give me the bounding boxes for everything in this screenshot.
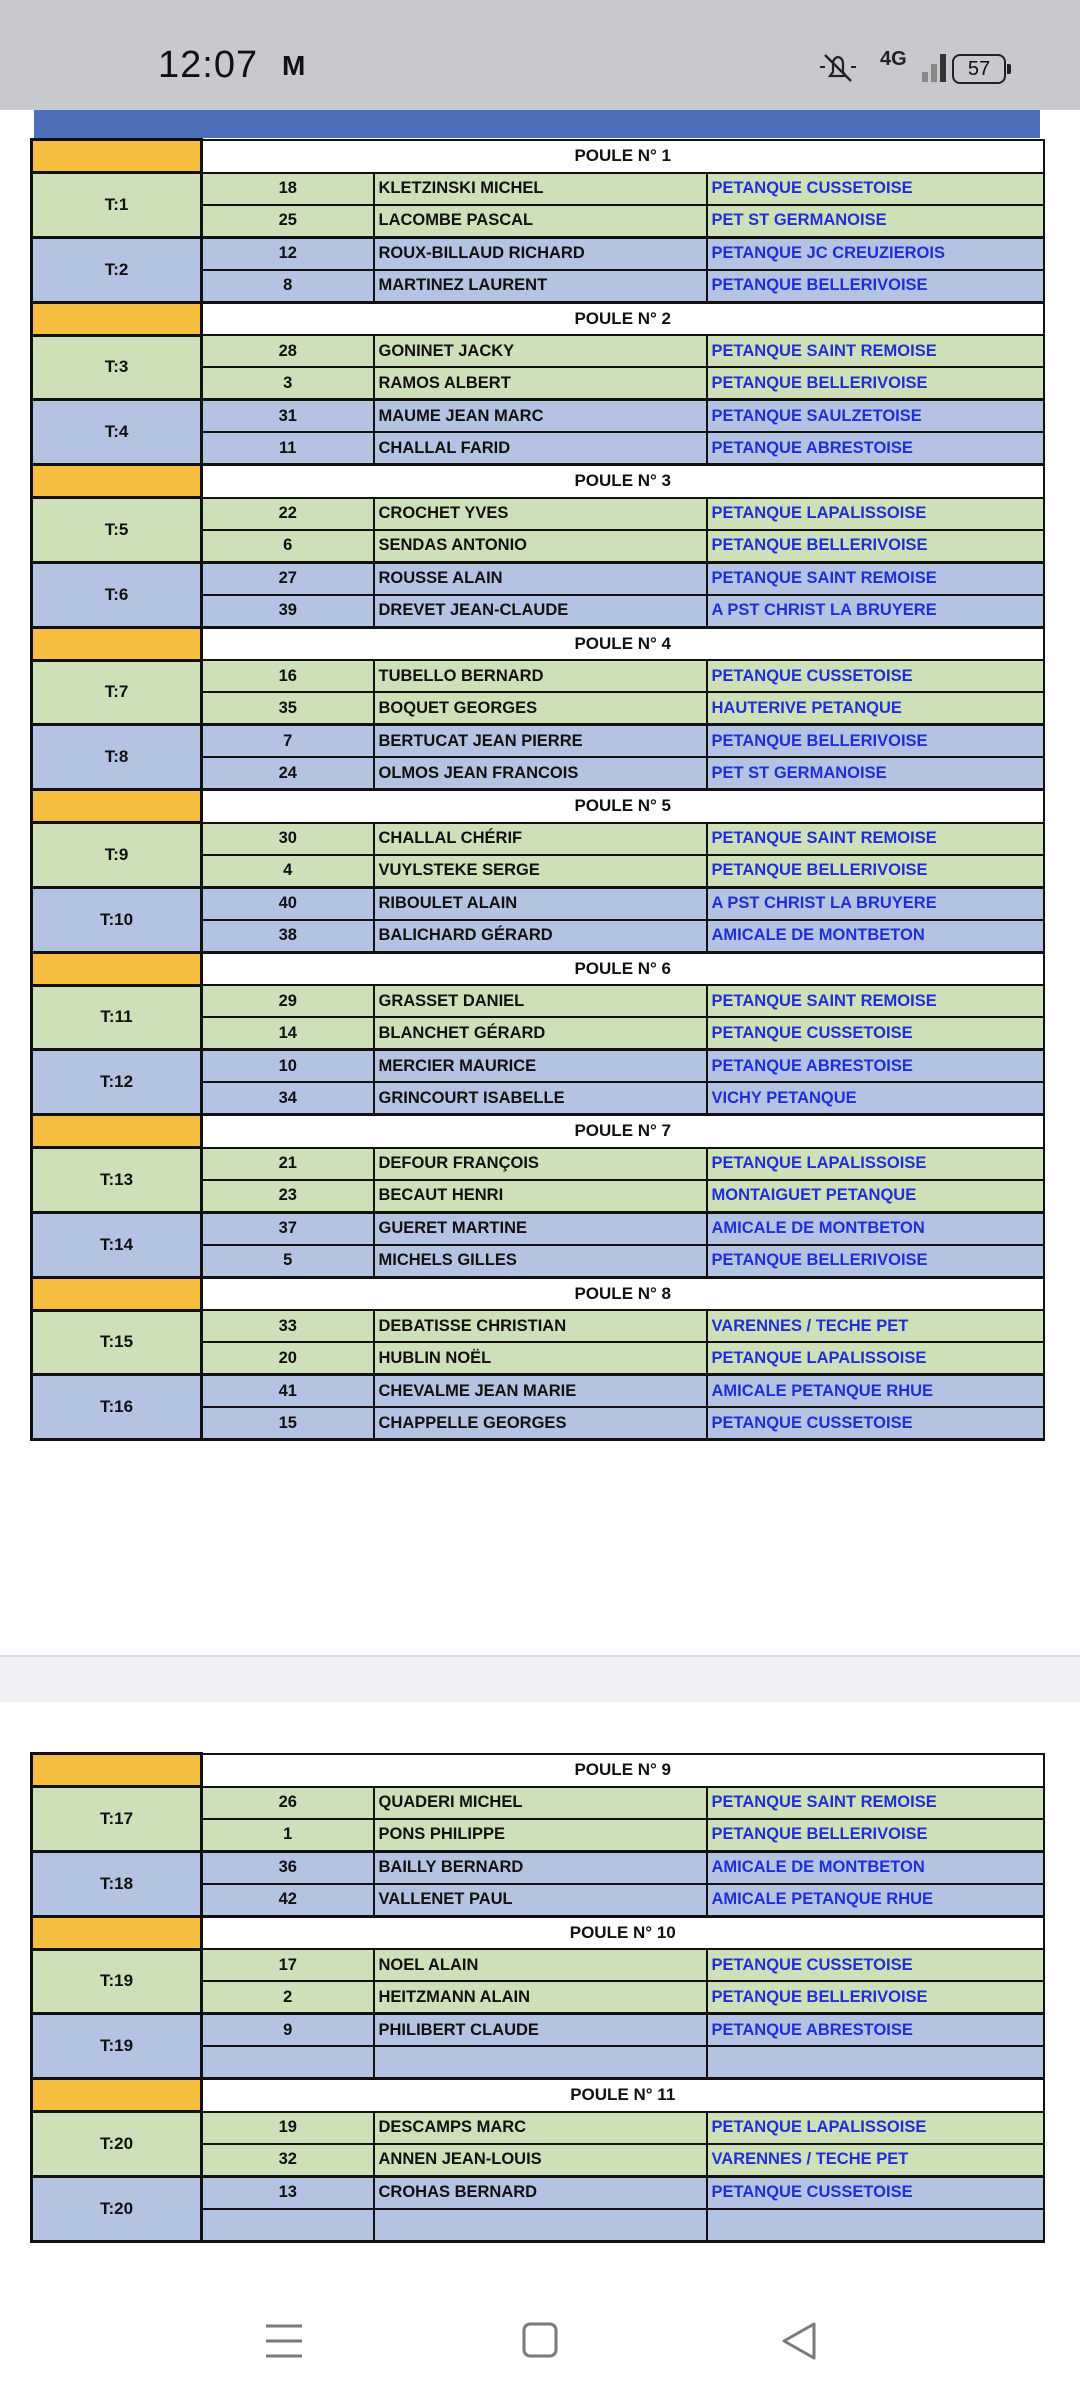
muted-bell-icon bbox=[816, 50, 860, 84]
player-club: AMICALE DE MONTBETON bbox=[707, 1212, 1044, 1245]
table-row bbox=[32, 1851, 1044, 1884]
player-number: 20 bbox=[202, 1342, 374, 1375]
player-name: CHAPPELLE GEORGES bbox=[374, 1407, 707, 1440]
player-club: PETANQUE SAINT REMOISE bbox=[707, 823, 1044, 855]
player-number: 16 bbox=[202, 660, 374, 692]
table-number: T:2 bbox=[32, 237, 202, 302]
poule-header-row bbox=[32, 1916, 1044, 1949]
player-number bbox=[202, 2046, 374, 2079]
poule-color-cell bbox=[32, 627, 202, 660]
player-club: PETANQUE CUSSETOISE bbox=[707, 1017, 1044, 1050]
player-club: A PST CHRIST LA BRUYERE bbox=[707, 595, 1044, 628]
player-name: MERCIER MAURICE bbox=[374, 1050, 707, 1083]
poule-header-row bbox=[32, 952, 1044, 985]
table-row bbox=[32, 2176, 1044, 2209]
table-number: T:5 bbox=[32, 498, 202, 563]
table-number: T:20 bbox=[32, 2112, 202, 2177]
player-number: 28 bbox=[202, 335, 374, 367]
player-club: PETANQUE SAINT REMOISE bbox=[707, 562, 1044, 595]
signal-icon bbox=[922, 52, 948, 82]
player-club: PETANQUE LAPALISSOISE bbox=[707, 1342, 1044, 1375]
player-club: A PST CHRIST LA BRUYERE bbox=[707, 887, 1044, 920]
poule-label: POULE N° 1 bbox=[202, 140, 1044, 173]
player-club: PETANQUE CUSSETOISE bbox=[707, 660, 1044, 692]
table-row bbox=[32, 887, 1044, 920]
table-number: T:12 bbox=[32, 1050, 202, 1115]
poule-table-1 bbox=[30, 138, 1045, 1441]
player-club: PETANQUE BELLERIVOISE bbox=[707, 1819, 1044, 1852]
table-row bbox=[32, 400, 1044, 433]
player-number: 3 bbox=[202, 367, 374, 400]
player-name: MARTINEZ LAURENT bbox=[374, 270, 707, 303]
player-club: PETANQUE BELLERIVOISE bbox=[707, 530, 1044, 563]
battery-level: 57 bbox=[967, 58, 991, 80]
poule-color-cell bbox=[32, 140, 202, 173]
player-club bbox=[707, 2209, 1044, 2242]
player-club: PETANQUE ABRESTOISE bbox=[707, 432, 1044, 465]
player-number: 10 bbox=[202, 1050, 374, 1083]
table-number: T:1 bbox=[32, 173, 202, 238]
player-name: RIBOULET ALAIN bbox=[374, 887, 707, 920]
player-club: PETANQUE BELLERIVOISE bbox=[707, 270, 1044, 303]
poule-header-row bbox=[32, 1115, 1044, 1148]
poule-header-row bbox=[32, 302, 1044, 335]
player-club: PETANQUE CUSSETOISE bbox=[707, 1407, 1044, 1440]
player-club: PETANQUE SAULZETOISE bbox=[707, 400, 1044, 433]
player-number: 30 bbox=[202, 823, 374, 855]
table-row bbox=[32, 335, 1044, 367]
player-number: 39 bbox=[202, 595, 374, 628]
battery-icon bbox=[952, 54, 1006, 84]
player-name: HUBLIN NOËL bbox=[374, 1342, 707, 1375]
player-name: BERTUCAT JEAN PIERRE bbox=[374, 725, 707, 758]
navigation-bar bbox=[0, 2282, 1080, 2400]
player-name: BALICHARD GÉRARD bbox=[374, 920, 707, 953]
menu-button[interactable] bbox=[258, 2312, 318, 2372]
table-row bbox=[32, 1310, 1044, 1342]
player-club: PETANQUE ABRESTOISE bbox=[707, 2014, 1044, 2047]
player-name: MAUME JEAN MARC bbox=[374, 400, 707, 433]
poule-label: POULE N° 10 bbox=[202, 1916, 1044, 1949]
player-name: GONINET JACKY bbox=[374, 335, 707, 367]
poule-color-cell bbox=[32, 952, 202, 985]
poule-label: POULE N° 5 bbox=[202, 790, 1044, 823]
table-row bbox=[32, 498, 1044, 530]
poule-color-cell bbox=[32, 302, 202, 335]
poule-header-row bbox=[32, 1754, 1044, 1787]
player-name: BOQUET GEORGES bbox=[374, 692, 707, 725]
player-name: LACOMBE PASCAL bbox=[374, 205, 707, 238]
poule-header-row bbox=[32, 465, 1044, 498]
back-icon bbox=[770, 2312, 830, 2372]
player-name: PHILIBERT CLAUDE bbox=[374, 2014, 707, 2047]
poule-header-row bbox=[32, 2079, 1044, 2112]
poule-color-cell bbox=[32, 465, 202, 498]
poule-label: POULE N° 8 bbox=[202, 1277, 1044, 1310]
player-name: GRASSET DANIEL bbox=[374, 985, 707, 1017]
poule-color-cell bbox=[32, 1115, 202, 1148]
player-name: DEFOUR FRANÇOIS bbox=[374, 1148, 707, 1180]
player-name: CROHAS BERNARD bbox=[374, 2176, 707, 2209]
table-row bbox=[32, 1050, 1044, 1083]
player-club: PETANQUE SAINT REMOISE bbox=[707, 335, 1044, 367]
player-number: 14 bbox=[202, 1017, 374, 1050]
player-number: 21 bbox=[202, 1148, 374, 1180]
player-number: 1 bbox=[202, 1819, 374, 1852]
carrier-logo: M bbox=[282, 50, 306, 81]
player-number: 6 bbox=[202, 530, 374, 563]
poule-color-cell bbox=[32, 1916, 202, 1949]
player-name: VUYLSTEKE SERGE bbox=[374, 855, 707, 888]
player-name: TUBELLO BERNARD bbox=[374, 660, 707, 692]
poule-color-cell bbox=[32, 2079, 202, 2112]
player-number: 15 bbox=[202, 1407, 374, 1440]
player-number: 32 bbox=[202, 2144, 374, 2177]
player-number: 22 bbox=[202, 498, 374, 530]
player-number: 38 bbox=[202, 920, 374, 953]
player-number: 5 bbox=[202, 1245, 374, 1278]
player-number: 41 bbox=[202, 1375, 374, 1408]
player-name bbox=[374, 2046, 707, 2079]
player-club: PET ST GERMANOISE bbox=[707, 757, 1044, 790]
table-number: T:13 bbox=[32, 1148, 202, 1213]
player-club: AMICALE DE MONTBETON bbox=[707, 1851, 1044, 1884]
player-name: DEBATISSE CHRISTIAN bbox=[374, 1310, 707, 1342]
player-name: ROUSSE ALAIN bbox=[374, 562, 707, 595]
table-number: T:10 bbox=[32, 887, 202, 952]
player-number: 26 bbox=[202, 1787, 374, 1819]
player-number: 29 bbox=[202, 985, 374, 1017]
player-number: 18 bbox=[202, 173, 374, 205]
table-number: T:15 bbox=[32, 1310, 202, 1375]
player-club: VARENNES / TECHE PET bbox=[707, 1310, 1044, 1342]
player-name: CHEVALME JEAN MARIE bbox=[374, 1375, 707, 1408]
player-number: 4 bbox=[202, 855, 374, 888]
player-club: AMICALE PETANQUE RHUE bbox=[707, 1375, 1044, 1408]
status-bar bbox=[0, 0, 1080, 110]
player-name bbox=[374, 2209, 707, 2242]
player-club: PETANQUE LAPALISSOISE bbox=[707, 1148, 1044, 1180]
player-club: PETANQUE LAPALISSOISE bbox=[707, 2112, 1044, 2144]
poule-color-cell bbox=[32, 1277, 202, 1310]
table-number: T:11 bbox=[32, 985, 202, 1050]
table-number: T:20 bbox=[32, 2176, 202, 2241]
player-name: HEITZMANN ALAIN bbox=[374, 1981, 707, 2014]
player-number: 37 bbox=[202, 1212, 374, 1245]
player-name: CHALLAL FARID bbox=[374, 432, 707, 465]
player-number: 9 bbox=[202, 2014, 374, 2047]
player-number: 31 bbox=[202, 400, 374, 433]
player-name: ANNEN JEAN-LOUIS bbox=[374, 2144, 707, 2177]
poule-label: POULE N° 6 bbox=[202, 952, 1044, 985]
player-name: OLMOS JEAN FRANCOIS bbox=[374, 757, 707, 790]
player-club: PETANQUE BELLERIVOISE bbox=[707, 855, 1044, 888]
player-club: HAUTERIVE PETANQUE bbox=[707, 692, 1044, 725]
poule-header-row bbox=[32, 140, 1044, 173]
player-number: 17 bbox=[202, 1949, 374, 1981]
table-number: T:19 bbox=[32, 1949, 202, 2014]
player-name: BAILLY BERNARD bbox=[374, 1851, 707, 1884]
player-name: RAMOS ALBERT bbox=[374, 367, 707, 400]
table-number: T:17 bbox=[32, 1787, 202, 1852]
status-time: 12:07 bbox=[158, 44, 259, 86]
player-club: PETANQUE LAPALISSOISE bbox=[707, 498, 1044, 530]
table-number: T:9 bbox=[32, 823, 202, 888]
player-number: 13 bbox=[202, 2176, 374, 2209]
table-number: T:7 bbox=[32, 660, 202, 725]
player-club: PETANQUE BELLERIVOISE bbox=[707, 1245, 1044, 1278]
poule-header-row bbox=[32, 1277, 1044, 1310]
player-number bbox=[202, 2209, 374, 2242]
poule-header-row bbox=[32, 790, 1044, 823]
table-row bbox=[32, 237, 1044, 270]
table-number: T:3 bbox=[32, 335, 202, 400]
player-name: NOEL ALAIN bbox=[374, 1949, 707, 1981]
table-row bbox=[32, 1375, 1044, 1408]
player-name: VALLENET PAUL bbox=[374, 1884, 707, 1917]
player-name: BLANCHET GÉRARD bbox=[374, 1017, 707, 1050]
menu-icon bbox=[258, 2312, 318, 2372]
player-number: 24 bbox=[202, 757, 374, 790]
table-row bbox=[32, 1949, 1044, 1981]
player-number: 19 bbox=[202, 2112, 374, 2144]
back-button[interactable] bbox=[770, 2312, 830, 2372]
player-name: CROCHET YVES bbox=[374, 498, 707, 530]
player-club bbox=[707, 2046, 1044, 2079]
poule-header-row bbox=[32, 627, 1044, 660]
table-row bbox=[32, 985, 1044, 1017]
player-name: GRINCOURT ISABELLE bbox=[374, 1082, 707, 1115]
player-name: MICHELS GILLES bbox=[374, 1245, 707, 1278]
table-row bbox=[32, 173, 1044, 205]
table-row bbox=[32, 2014, 1044, 2047]
table-number: T:6 bbox=[32, 562, 202, 627]
player-number: 12 bbox=[202, 237, 374, 270]
player-name: QUADERI MICHEL bbox=[374, 1787, 707, 1819]
poule-label: POULE N° 9 bbox=[202, 1754, 1044, 1787]
table-row bbox=[32, 1212, 1044, 1245]
table-row bbox=[32, 562, 1044, 595]
page-divider bbox=[0, 1655, 1080, 1702]
table-row bbox=[32, 660, 1044, 692]
table-row bbox=[32, 1787, 1044, 1819]
player-club: AMICALE PETANQUE RHUE bbox=[707, 1884, 1044, 1917]
player-club: PETANQUE CUSSETOISE bbox=[707, 173, 1044, 205]
table-row bbox=[32, 1148, 1044, 1180]
home-icon bbox=[510, 2312, 570, 2372]
table-row bbox=[32, 823, 1044, 855]
table-number: T:18 bbox=[32, 1851, 202, 1916]
player-club: AMICALE DE MONTBETON bbox=[707, 920, 1044, 953]
player-club: PETANQUE JC CREUZIEROIS bbox=[707, 237, 1044, 270]
poule-color-cell bbox=[32, 790, 202, 823]
table-number: T:14 bbox=[32, 1212, 202, 1277]
player-number: 11 bbox=[202, 432, 374, 465]
player-club: PETANQUE CUSSETOISE bbox=[707, 2176, 1044, 2209]
sheet-title-bar bbox=[34, 110, 1040, 138]
player-club: PETANQUE BELLERIVOISE bbox=[707, 367, 1044, 400]
player-club: PETANQUE BELLERIVOISE bbox=[707, 725, 1044, 758]
player-club: PETANQUE CUSSETOISE bbox=[707, 1949, 1044, 1981]
player-number: 2 bbox=[202, 1981, 374, 2014]
player-number: 34 bbox=[202, 1082, 374, 1115]
poule-color-cell bbox=[32, 1754, 202, 1787]
player-number: 42 bbox=[202, 1884, 374, 1917]
player-name: PONS PHILIPPE bbox=[374, 1819, 707, 1852]
player-club: VICHY PETANQUE bbox=[707, 1082, 1044, 1115]
player-number: 27 bbox=[202, 562, 374, 595]
player-club: PETANQUE ABRESTOISE bbox=[707, 1050, 1044, 1083]
table-number: T:19 bbox=[32, 2014, 202, 2079]
poule-label: POULE N° 7 bbox=[202, 1115, 1044, 1148]
table-row bbox=[32, 2112, 1044, 2144]
player-club: PETANQUE SAINT REMOISE bbox=[707, 1787, 1044, 1819]
player-number: 8 bbox=[202, 270, 374, 303]
player-number: 23 bbox=[202, 1180, 374, 1213]
player-number: 33 bbox=[202, 1310, 374, 1342]
player-number: 35 bbox=[202, 692, 374, 725]
network-type: 4G bbox=[880, 48, 907, 70]
player-number: 36 bbox=[202, 1851, 374, 1884]
player-club: VARENNES / TECHE PET bbox=[707, 2144, 1044, 2177]
table-number: T:16 bbox=[32, 1375, 202, 1440]
table-row bbox=[32, 725, 1044, 758]
player-number: 40 bbox=[202, 887, 374, 920]
table-number: T:8 bbox=[32, 725, 202, 790]
player-club: PETANQUE BELLERIVOISE bbox=[707, 1981, 1044, 2014]
player-name: DESCAMPS MARC bbox=[374, 2112, 707, 2144]
poule-label: POULE N° 2 bbox=[202, 302, 1044, 335]
player-name: CHALLAL CHÉRIF bbox=[374, 823, 707, 855]
home-button[interactable] bbox=[510, 2312, 570, 2372]
poule-label: POULE N° 3 bbox=[202, 465, 1044, 498]
table-number: T:4 bbox=[32, 400, 202, 465]
player-number: 25 bbox=[202, 205, 374, 238]
poule-label: POULE N° 4 bbox=[202, 627, 1044, 660]
player-name: GUERET MARTINE bbox=[374, 1212, 707, 1245]
player-name: SENDAS ANTONIO bbox=[374, 530, 707, 563]
player-name: ROUX-BILLAUD RICHARD bbox=[374, 237, 707, 270]
player-number: 7 bbox=[202, 725, 374, 758]
player-name: BECAUT HENRI bbox=[374, 1180, 707, 1213]
player-club: PET ST GERMANOISE bbox=[707, 205, 1044, 238]
poule-table-2 bbox=[30, 1752, 1045, 2243]
player-name: KLETZINSKI MICHEL bbox=[374, 173, 707, 205]
player-club: PETANQUE SAINT REMOISE bbox=[707, 985, 1044, 1017]
player-club: MONTAIGUET PETANQUE bbox=[707, 1180, 1044, 1213]
poule-label: POULE N° 11 bbox=[202, 2079, 1044, 2112]
player-name: DREVET JEAN-CLAUDE bbox=[374, 595, 707, 628]
